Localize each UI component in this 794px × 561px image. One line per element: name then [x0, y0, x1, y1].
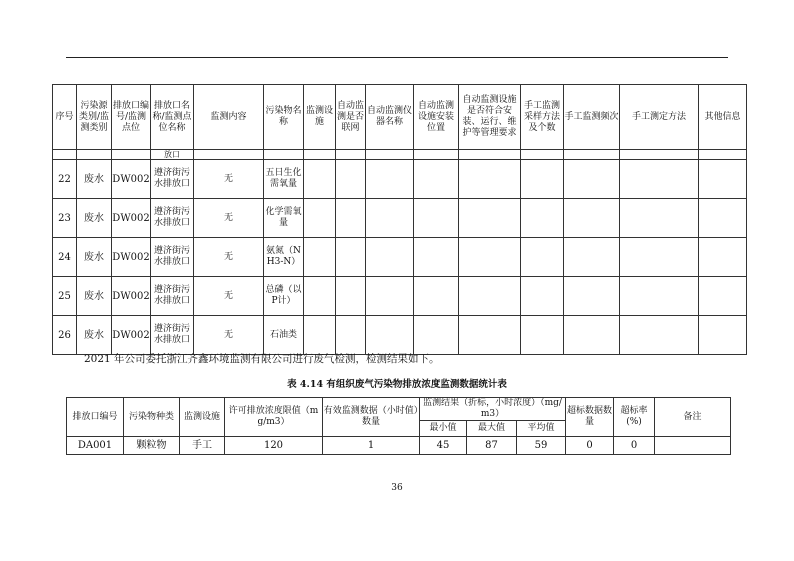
table-cell — [336, 150, 366, 160]
table-cell — [366, 199, 414, 238]
table-cell: 废水 — [77, 160, 112, 199]
table2-header-cell: 最小值 — [420, 421, 467, 437]
table2-header-cell: 平均值 — [517, 421, 566, 437]
table2-header-cell: 备注 — [655, 398, 731, 437]
table-cell — [620, 160, 699, 199]
table-cell: 放口 — [151, 150, 194, 160]
table-row — [53, 160, 747, 199]
table1-header-cell: 监测设施 — [304, 85, 336, 150]
table-cell — [564, 160, 620, 199]
table2-header-cell: 许可排放浓度限值（mg/m3） — [225, 398, 323, 437]
table-cell: 总磷（以P计） — [264, 277, 304, 316]
table-cell: 废水 — [77, 238, 112, 277]
table-cell — [77, 150, 112, 160]
table-cell — [459, 150, 521, 160]
table-cell — [521, 277, 564, 316]
table-cell: DA001 — [67, 437, 124, 455]
table-cell — [304, 277, 336, 316]
table2-header-cell: 超标数据数量 — [566, 398, 614, 437]
table-row — [67, 437, 731, 455]
table-cell — [336, 316, 366, 355]
table-cell: 23 — [53, 199, 77, 238]
table-row — [53, 277, 747, 316]
table1-header-cell: 排放口编号/监测点位 — [112, 85, 151, 150]
table-cell: DW002 — [112, 199, 151, 238]
table-cell — [53, 150, 77, 160]
table1-header-cell: 监测内容 — [194, 85, 264, 150]
table-cell — [366, 277, 414, 316]
table-cell — [366, 160, 414, 199]
table-cell: 废水 — [77, 316, 112, 355]
table1-header-cell: 手工测定方法 — [620, 85, 699, 150]
table-cell: 26 — [53, 316, 77, 355]
table-cell: 24 — [53, 238, 77, 277]
table-cell: 氨氮（NH3-N） — [264, 238, 304, 277]
table-cell — [336, 199, 366, 238]
table2-header-cell: 监测结果（折标，小时浓度）（mg/m3） — [420, 398, 566, 421]
table-cell — [564, 199, 620, 238]
table-cell — [304, 316, 336, 355]
table1-continued-row — [53, 150, 747, 160]
table1-header-cell: 自动监测设施是否符合安装、运行、维护等管理要求 — [459, 85, 521, 150]
table-cell: 0 — [566, 437, 614, 455]
table-cell: 无 — [194, 199, 264, 238]
table1-header-cell: 手工监测频次 — [564, 85, 620, 150]
table1-header-cell: 污染源类别/监测类别 — [77, 85, 112, 150]
table-cell — [304, 199, 336, 238]
table-cell: 59 — [517, 437, 566, 455]
table-cell — [414, 238, 459, 277]
table-cell — [620, 238, 699, 277]
table-cell — [521, 199, 564, 238]
table-cell — [194, 150, 264, 160]
table-cell — [459, 316, 521, 355]
table-cell: 手工 — [180, 437, 225, 455]
table-cell — [699, 199, 747, 238]
table-cell — [521, 150, 564, 160]
table-cell — [620, 150, 699, 160]
table-cell: 废水 — [77, 199, 112, 238]
table-cell — [336, 160, 366, 199]
table2-header-cell: 超标率(%) — [614, 398, 655, 437]
table-cell — [459, 160, 521, 199]
table-cell — [414, 277, 459, 316]
table-cell — [564, 277, 620, 316]
table-cell — [336, 277, 366, 316]
table1-header-cell: 自动监测设施安装位置 — [414, 85, 459, 150]
table-cell: 1 — [323, 437, 420, 455]
table-cell: 无 — [194, 277, 264, 316]
emission-stats-table — [66, 397, 731, 455]
table-cell — [459, 277, 521, 316]
table1-header-cell: 自动监测是否联网 — [336, 85, 366, 150]
table1-header-cell: 自动监测仪器名称 — [366, 85, 414, 150]
table1-header-cell: 其他信息 — [699, 85, 747, 150]
table-cell — [699, 160, 747, 199]
table-cell — [414, 316, 459, 355]
table1-header-cell: 污染物名称 — [264, 85, 304, 150]
table-cell — [304, 150, 336, 160]
header-rule — [66, 57, 728, 58]
table-cell — [459, 199, 521, 238]
table-row — [53, 238, 747, 277]
table-cell: 废水 — [77, 277, 112, 316]
table2-header-row — [67, 398, 731, 421]
table2-header-cell: 有效监测数据（小时值）数量 — [323, 398, 420, 437]
table-cell — [112, 150, 151, 160]
table-cell: 五日生化需氧量 — [264, 160, 304, 199]
table-cell: 遵济街污水排放口 — [151, 316, 194, 355]
table2-header-cell: 污染物种类 — [124, 398, 180, 437]
table-cell — [521, 238, 564, 277]
table-cell — [564, 150, 620, 160]
table-cell: 无 — [194, 160, 264, 199]
table-cell — [620, 199, 699, 238]
table2-header-cell: 最大值 — [467, 421, 517, 437]
table-cell — [366, 150, 414, 160]
table-cell: 45 — [420, 437, 467, 455]
table-cell — [521, 160, 564, 199]
table2-header-cell: 排放口编号 — [67, 398, 124, 437]
table-cell — [264, 150, 304, 160]
table-cell: 120 — [225, 437, 323, 455]
table-cell — [414, 160, 459, 199]
table-cell: 石油类 — [264, 316, 304, 355]
table-cell — [699, 316, 747, 355]
table-cell — [414, 199, 459, 238]
table-caption: 表 4.14 有组织废气污染物排放浓度监测数据统计表 — [287, 379, 507, 390]
table-cell: DW002 — [112, 277, 151, 316]
table-cell: 0 — [614, 437, 655, 455]
table-cell — [521, 316, 564, 355]
monitoring-info-table — [52, 84, 747, 355]
table-cell: 颗粒物 — [124, 437, 180, 455]
table-cell: 遵济街污水排放口 — [151, 199, 194, 238]
table-cell: DW002 — [112, 316, 151, 355]
table-cell — [699, 277, 747, 316]
table-cell: DW002 — [112, 238, 151, 277]
table-cell — [564, 316, 620, 355]
table1-header-row — [53, 85, 747, 150]
table-cell — [459, 238, 521, 277]
table2-header-cell: 监测设施 — [180, 398, 225, 437]
table-cell — [304, 238, 336, 277]
table-cell — [336, 238, 366, 277]
table-cell — [304, 160, 336, 199]
table-cell: 25 — [53, 277, 77, 316]
table-cell — [699, 238, 747, 277]
table1-header-cell: 手工监测采样方法及个数 — [521, 85, 564, 150]
table-cell: 遵济街污水排放口 — [151, 277, 194, 316]
table-cell: 无 — [194, 316, 264, 355]
table-cell: DW002 — [112, 160, 151, 199]
table-cell — [620, 316, 699, 355]
table1-header-cell: 序号 — [53, 85, 77, 150]
body-paragraph: 2021 年公司委托浙江齐鑫环境监测有限公司进行废气检测，检测结果如下。 — [84, 353, 440, 365]
table-row — [53, 316, 747, 355]
table-row — [53, 199, 747, 238]
table-cell: 无 — [194, 238, 264, 277]
table-cell: 遵济街污水排放口 — [151, 160, 194, 199]
table1-header-cell: 排放口名称/监测点位名称 — [151, 85, 194, 150]
table-cell — [414, 150, 459, 160]
table-cell — [620, 277, 699, 316]
table-cell — [699, 150, 747, 160]
table-cell — [564, 238, 620, 277]
page-number: 36 — [391, 483, 403, 493]
table-cell — [655, 437, 731, 455]
table-cell — [366, 238, 414, 277]
table-cell: 化学需氧量 — [264, 199, 304, 238]
table-cell: 22 — [53, 160, 77, 199]
table-cell — [366, 316, 414, 355]
table-cell: 87 — [467, 437, 517, 455]
table-cell: 遵济街污水排放口 — [151, 238, 194, 277]
